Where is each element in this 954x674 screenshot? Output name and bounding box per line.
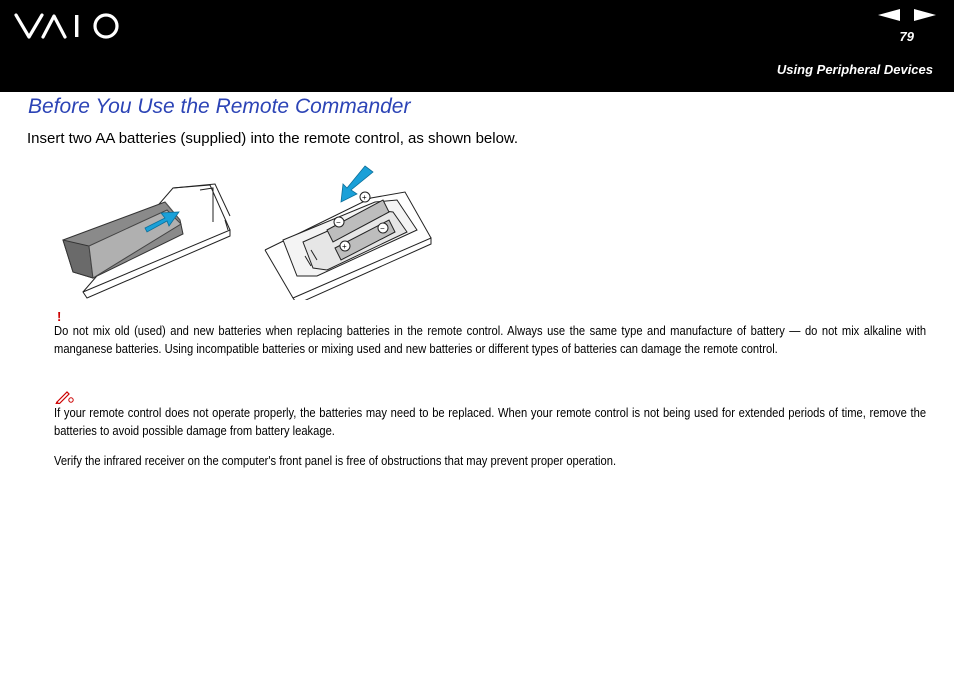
page-number: 79 [899, 29, 914, 44]
remote-with-cover-illustration [63, 184, 230, 298]
svg-text:+: + [362, 193, 367, 202]
extra-note-text: Verify the infrared receiver on the computer's front panel is free of obstructions that may prevent proper operation. [54, 453, 617, 468]
battery-insertion-illustration [55, 160, 435, 300]
page-header [0, 0, 954, 92]
note-text-block [54, 404, 927, 440]
next-page-icon[interactable] [914, 9, 936, 21]
section-title: Using Peripheral Devices [776, 62, 933, 77]
vaio-logo [14, 12, 122, 40]
warning-text-block [54, 322, 927, 358]
warning-text: Do not mix old (used) and new batteries when replacing batteries in the remote control. Always use the same type and manufacture of battery — do not mix alkaline with manganese batteries. Using incompatible batteries or mixing used and new batteries or different types of batteries can damage the remote control. [54, 323, 927, 356]
previous-page-icon[interactable] [878, 9, 900, 21]
warning-mark: ! [57, 309, 62, 324]
svg-text:−: − [380, 224, 385, 233]
svg-text:−: − [336, 218, 341, 227]
note-text: If your remote control does not operate properly, the batteries may need to be replaced. When your remote control is not being used for extended periods of time, remove the batteries to avoid possible damage from battery leakage. [54, 405, 927, 438]
svg-text:+: + [342, 242, 347, 251]
page-heading: Before You Use the Remote Commander [28, 95, 411, 118]
intro-text: Insert two AA batteries (supplied) into the remote control, as shown below. [27, 130, 519, 147]
extra-text-block [54, 452, 804, 470]
pencil-note-icon [55, 390, 75, 404]
